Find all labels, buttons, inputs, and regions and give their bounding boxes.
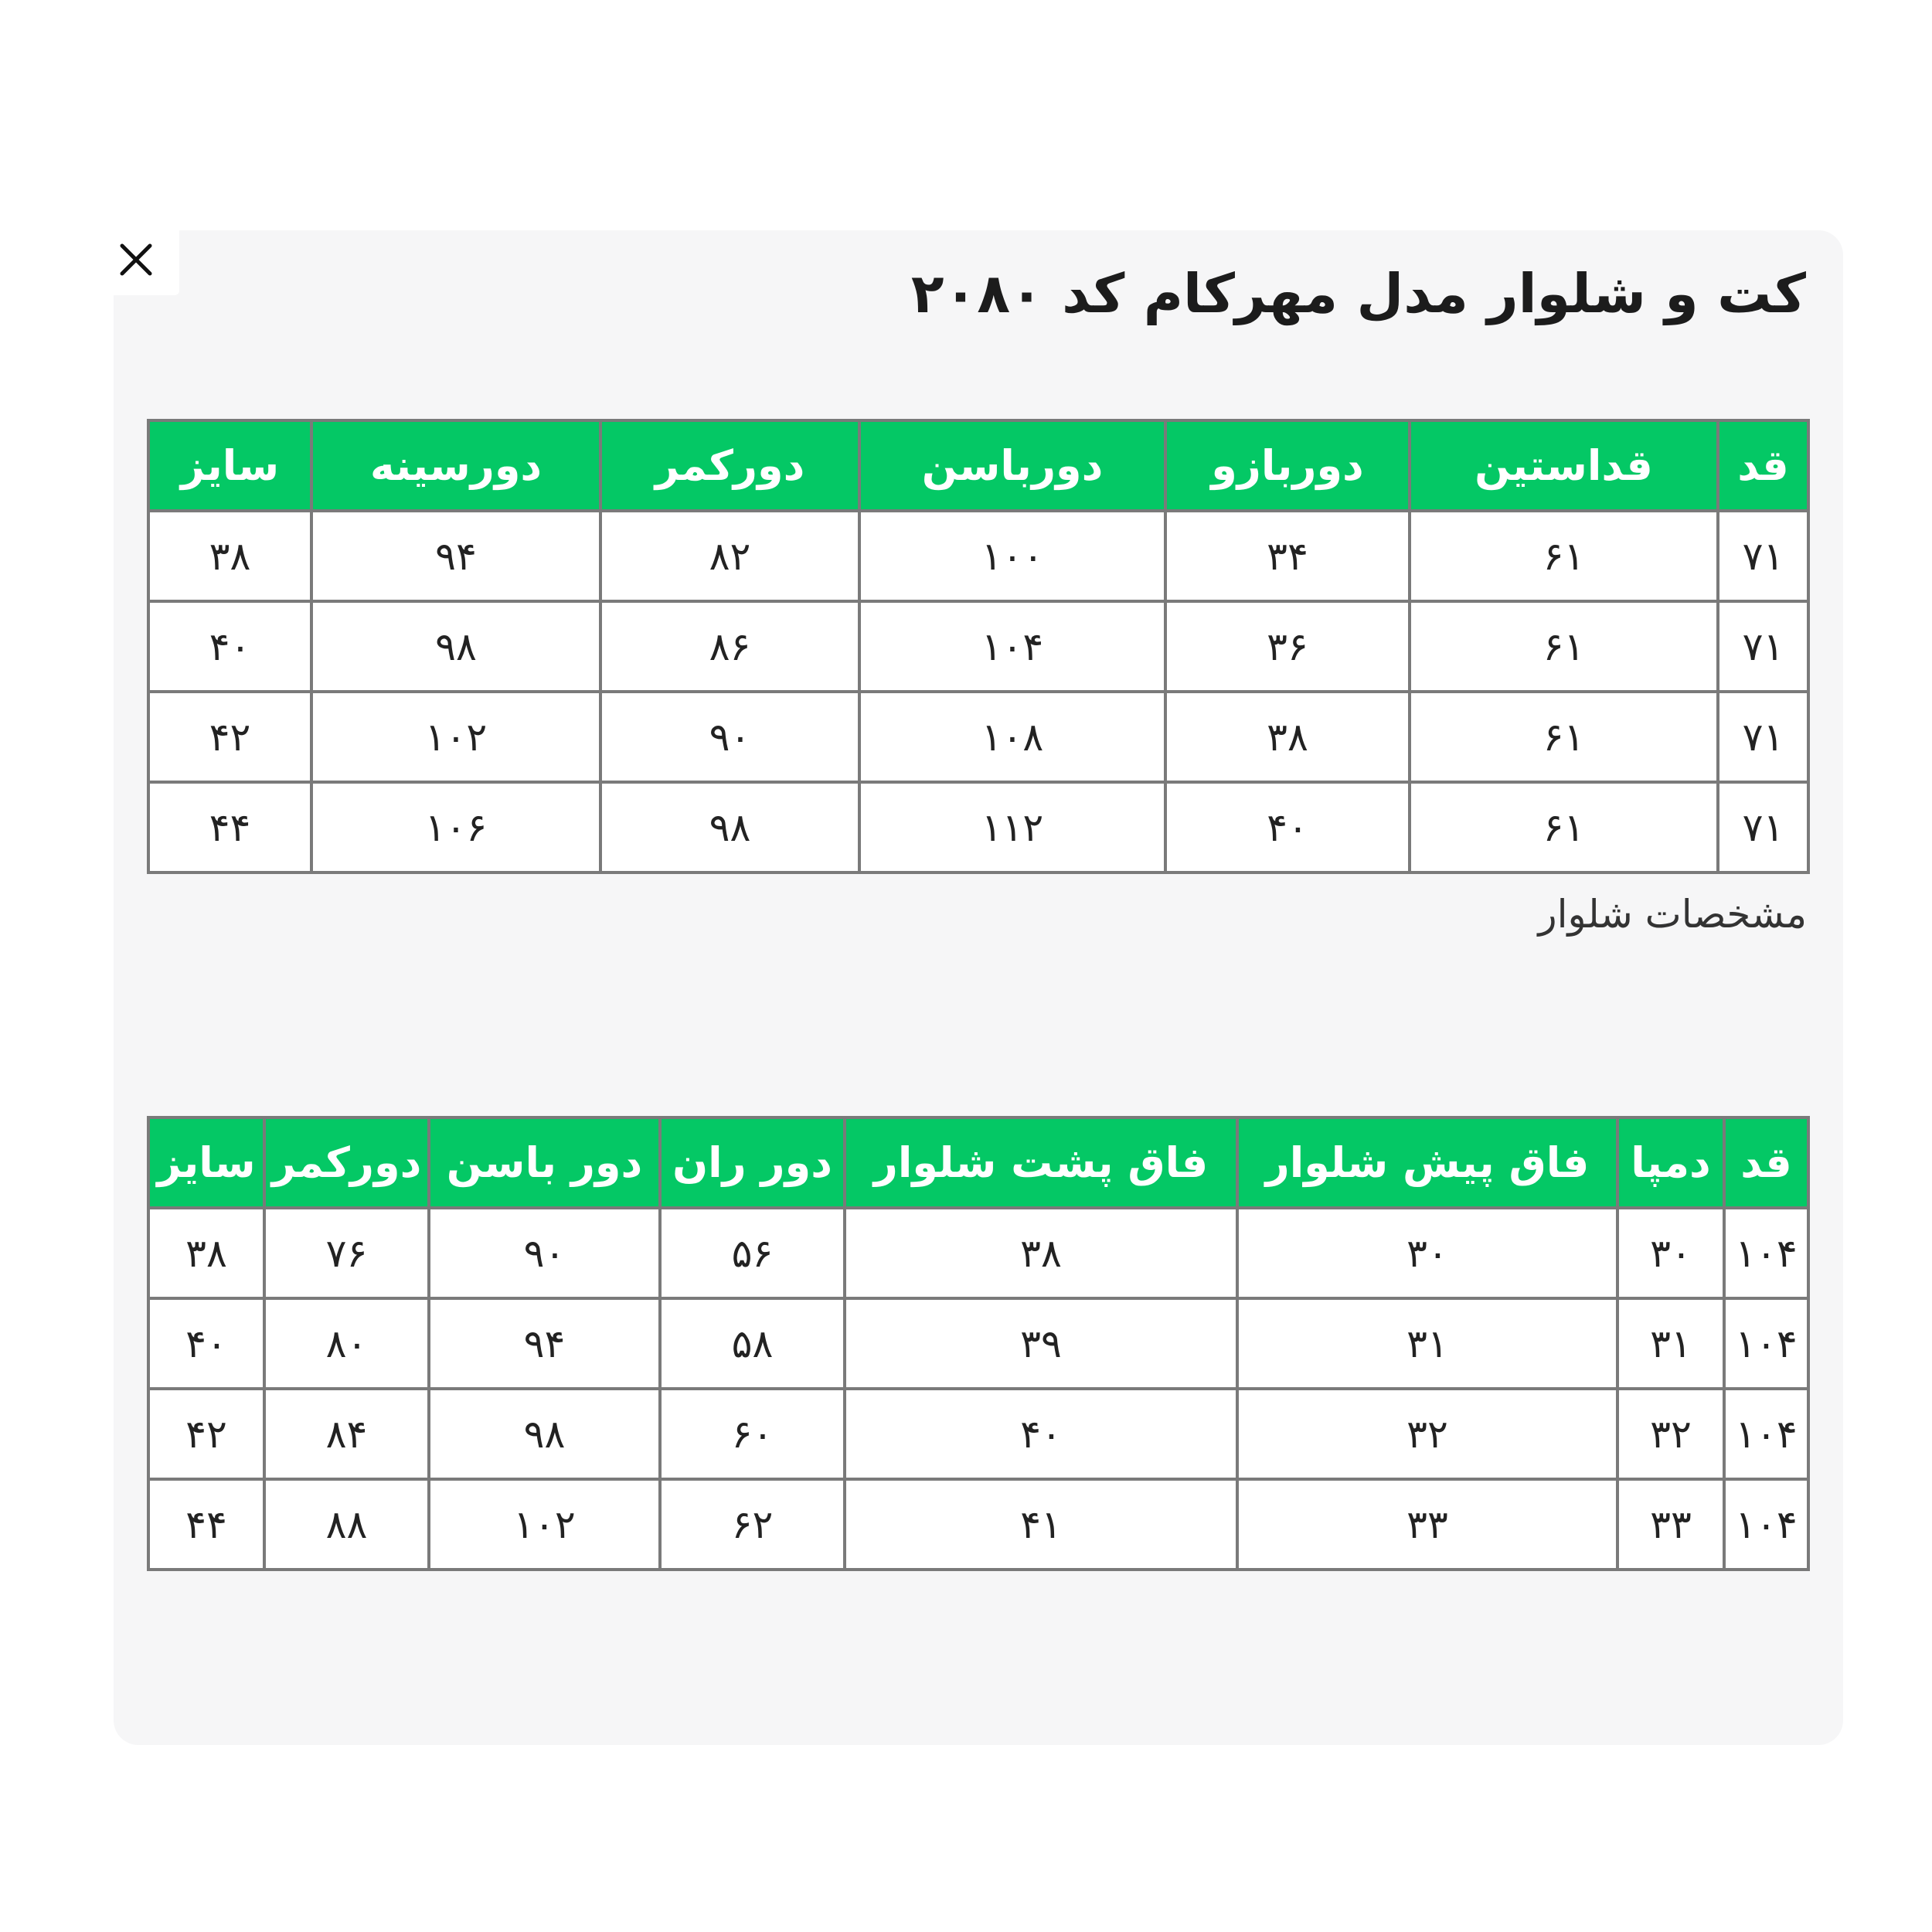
column-header: دمپا (1617, 1117, 1724, 1208)
table-cell: ۵۸ (660, 1298, 845, 1389)
table-cell: ۹۰ (429, 1208, 660, 1298)
table-cell: ۹۴ (311, 511, 600, 601)
column-header: دوربازو (1165, 420, 1410, 511)
table-cell: ۳۴ (1165, 511, 1410, 601)
table-header-row (148, 420, 1808, 511)
table-cell: ۳۸ (148, 511, 311, 601)
column-header: فاق پشت شلوار (845, 1117, 1237, 1208)
table-cell: ۶۱ (1410, 782, 1718, 872)
pants-section-label: مشخصات شلوار (1538, 892, 1807, 937)
table-row (148, 1479, 1808, 1570)
table-cell: ۴۲ (148, 692, 311, 782)
table-cell: ۳۲ (1617, 1389, 1724, 1479)
table-cell: ۳۱ (1617, 1298, 1724, 1389)
column-header: قد (1718, 420, 1808, 511)
table-row (148, 1208, 1808, 1298)
table-header-row (148, 1117, 1808, 1208)
table-row (148, 1389, 1808, 1479)
table-cell: ۶۱ (1410, 692, 1718, 782)
table-row (148, 782, 1808, 872)
table-cell: ۳۱ (1237, 1298, 1617, 1389)
table-cell: ۷۱ (1718, 692, 1808, 782)
table-cell: ۷۱ (1718, 601, 1808, 692)
table-cell: ۱۰۴ (859, 601, 1165, 692)
column-header: دورکمر (264, 1117, 429, 1208)
column-header: سایز (148, 420, 311, 511)
table-cell: ۱۰۴ (1724, 1298, 1808, 1389)
column-header: فاق پیش شلوار (1237, 1117, 1617, 1208)
table-cell: ۸۶ (600, 601, 859, 692)
table-cell: ۷۶ (264, 1208, 429, 1298)
table-cell: ۳۸ (845, 1208, 1237, 1298)
table-cell: ۱۰۶ (311, 782, 600, 872)
table-cell: ۱۰۲ (311, 692, 600, 782)
column-header: دور باسن (429, 1117, 660, 1208)
pants-size-table (147, 1116, 1810, 1571)
table-cell: ۵۶ (660, 1208, 845, 1298)
table-cell: ۳۳ (1617, 1479, 1724, 1570)
table-cell: ۹۸ (600, 782, 859, 872)
table-cell: ۱۰۴ (1724, 1479, 1808, 1570)
table-cell: ۴۰ (1165, 782, 1410, 872)
table-cell: ۱۱۲ (859, 782, 1165, 872)
table-cell: ۶۲ (660, 1479, 845, 1570)
table-cell: ۳۸ (1165, 692, 1410, 782)
table-cell: ۹۸ (429, 1389, 660, 1479)
column-header: سایز (148, 1117, 264, 1208)
table-cell: ۴۴ (148, 1479, 264, 1570)
table-cell: ۸۰ (264, 1298, 429, 1389)
table-cell: ۹۸ (311, 601, 600, 692)
column-header: دورکمر (600, 420, 859, 511)
column-header: قد (1724, 1117, 1808, 1208)
table-cell: ۱۰۰ (859, 511, 1165, 601)
close-icon (119, 243, 153, 277)
table-cell: ۷۱ (1718, 782, 1808, 872)
table-row (148, 1298, 1808, 1389)
table-row (148, 511, 1808, 601)
table-cell: ۱۰۸ (859, 692, 1165, 782)
table-cell: ۱۰۴ (1724, 1389, 1808, 1479)
table-cell: ۴۱ (845, 1479, 1237, 1570)
table-cell: ۹۴ (429, 1298, 660, 1389)
table-cell: ۷۱ (1718, 511, 1808, 601)
table-cell: ۸۴ (264, 1389, 429, 1479)
table-cell: ۳۰ (1237, 1208, 1617, 1298)
table-cell: ۴۰ (845, 1389, 1237, 1479)
column-header: قداستین (1410, 420, 1718, 511)
table-cell: ۶۰ (660, 1389, 845, 1479)
table-cell: ۸۲ (600, 511, 859, 601)
table-cell: ۶۱ (1410, 601, 1718, 692)
table-cell: ۳۳ (1237, 1479, 1617, 1570)
table-row (148, 601, 1808, 692)
table-cell: ۳۲ (1237, 1389, 1617, 1479)
column-header: دورسینه (311, 420, 600, 511)
table-cell: ۱۰۴ (1724, 1208, 1808, 1298)
table-cell: ۸۸ (264, 1479, 429, 1570)
table-cell: ۶۱ (1410, 511, 1718, 601)
table-cell: ۳۹ (845, 1298, 1237, 1389)
column-header: دور ران (660, 1117, 845, 1208)
table-cell: ۳۸ (148, 1208, 264, 1298)
jacket-size-table (147, 419, 1810, 874)
table-cell: ۹۰ (600, 692, 859, 782)
column-header: دورباسن (859, 420, 1165, 511)
table-row (148, 692, 1808, 782)
table-cell: ۳۰ (1617, 1208, 1724, 1298)
table-cell: ۱۰۲ (429, 1479, 660, 1570)
table-cell: ۴۰ (148, 1298, 264, 1389)
table-cell: ۴۴ (148, 782, 311, 872)
table-cell: ۴۲ (148, 1389, 264, 1479)
close-button[interactable] (93, 224, 179, 295)
table-cell: ۴۰ (148, 601, 311, 692)
page-title: کت و شلوار مدل مهرکام کد ۲۰۸۰ (910, 262, 1806, 325)
table-cell: ۳۶ (1165, 601, 1410, 692)
